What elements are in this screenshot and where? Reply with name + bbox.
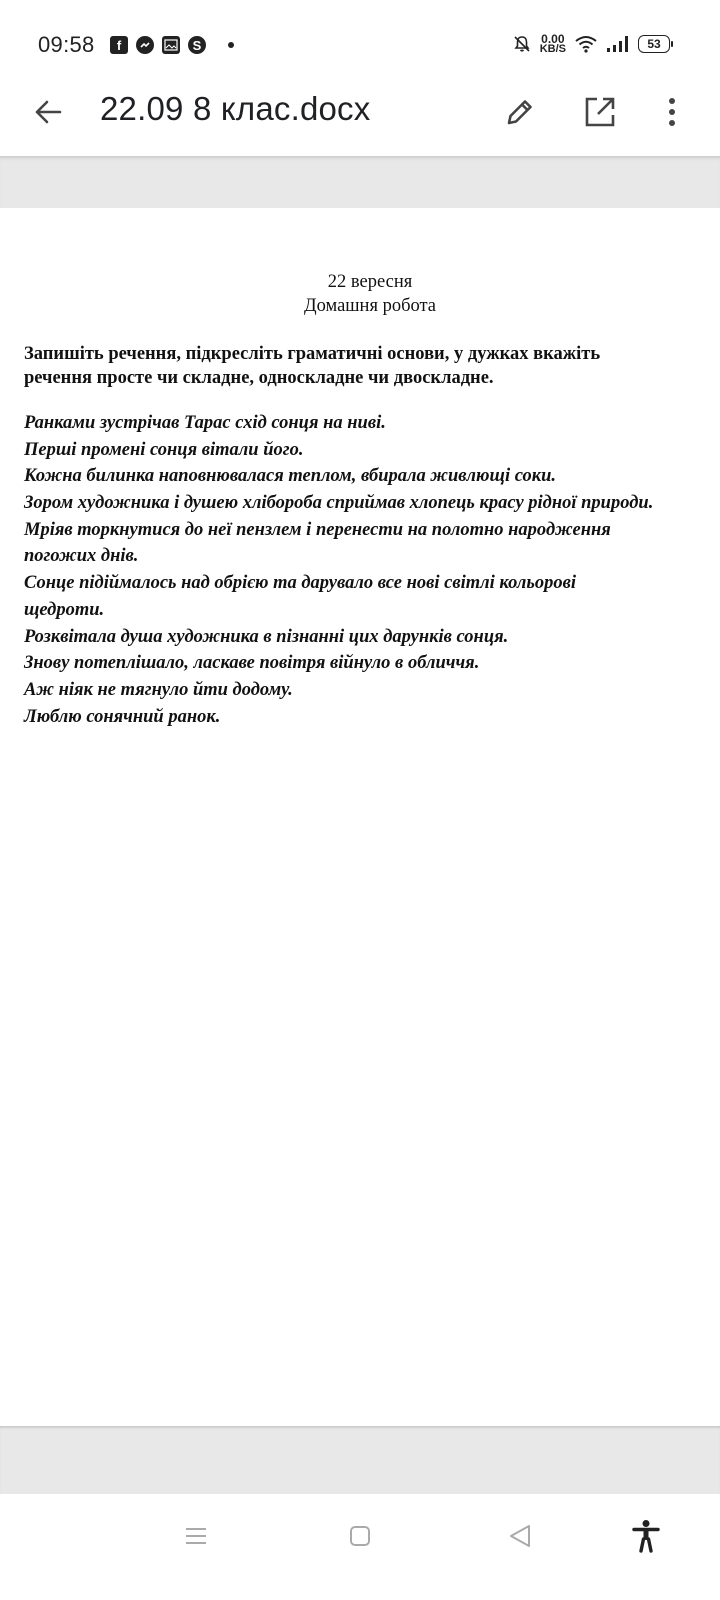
signal-icon [606, 35, 630, 53]
status-time: 09:58 [38, 32, 95, 57]
accessibility-button[interactable] [624, 1512, 668, 1560]
system-navigation-bar [0, 1494, 720, 1600]
app-bar [0, 76, 720, 156]
sentence-line: погожих днів. [24, 546, 139, 567]
network-speed-value: 0.00 [541, 32, 565, 46]
recent-apps-button[interactable] [176, 1516, 216, 1556]
sentence-line: Знову потеплішало, ласкаве повітря війнуло в обличчя. [24, 653, 480, 674]
sentence-line: щедроти. [24, 599, 105, 620]
sentence-line: Розквітала душа художника в пізнанні цих дарунків сонця. [24, 626, 509, 647]
sentence-line: Аж ніяк не тягнуло йти додому. [24, 679, 293, 700]
sentence-line: Мріяв торкнутися до неї пензлем і перенести на полотно народження [24, 519, 611, 540]
task-line: речення просте чи складне, односкладне чи двоскладне. [24, 368, 494, 388]
facebook-icon: f [110, 36, 128, 54]
document-heading: Домашня робота [303, 296, 437, 316]
sentence-line: Сонце підіймалось над обрією та дарувало все нові світлі кольорові [24, 573, 576, 594]
notification-icons [110, 36, 234, 54]
document-page[interactable] [0, 208, 720, 1426]
document-title: 22.09 8 клас.docx [100, 90, 371, 127]
sentence-line: Кожна билинка наповнювалася теплом, вбирала живлющі соки. [24, 466, 557, 487]
home-button[interactable] [340, 1516, 380, 1556]
wifi-icon [574, 34, 598, 54]
sentence-line: Ранками зустрічав Тарас схід сонця на ниві. [24, 413, 386, 433]
network-speed [540, 34, 566, 54]
messenger-icon [136, 36, 154, 54]
system-back-button[interactable] [500, 1516, 540, 1556]
gallery-icon [162, 36, 180, 54]
more-options-button[interactable] [654, 88, 690, 136]
system-status-icons [512, 34, 670, 54]
open-in-app-button[interactable] [576, 88, 624, 136]
triangle-back-icon [508, 1524, 532, 1548]
silent-bell-icon [512, 34, 532, 54]
open-external-icon [583, 95, 617, 129]
viewer-background-bottom [0, 1426, 720, 1494]
back-button[interactable] [26, 90, 70, 134]
home-square-icon [349, 1525, 371, 1547]
task-line: Запишіть речення, підкресліть граматичні основи, у дужках вкажіть [24, 344, 601, 364]
viewer-background-top [0, 156, 720, 208]
pencil-icon [503, 95, 537, 129]
accessibility-icon [631, 1519, 661, 1553]
edit-button[interactable] [496, 88, 544, 136]
arrow-back-icon [33, 97, 63, 127]
more-vertical-icon [668, 97, 676, 127]
sentence-list [24, 410, 720, 730]
shazam-icon: S [188, 36, 206, 54]
menu-lines-icon [184, 1526, 208, 1546]
network-speed-unit: KB/S [539, 43, 566, 55]
sentence-line: Зором художника і душею хлібороба сприймав хлопець красу рідної природи. [24, 493, 654, 514]
more-notifications-dot-icon [228, 42, 234, 48]
document-date: 22 вересня [327, 272, 413, 292]
battery-icon: 53 [638, 35, 670, 53]
sentence-line: Перші промені сонця вітали його. [24, 439, 304, 460]
task-instructions [24, 342, 684, 390]
sentence-line: Люблю сонячний ранок. [24, 706, 221, 727]
